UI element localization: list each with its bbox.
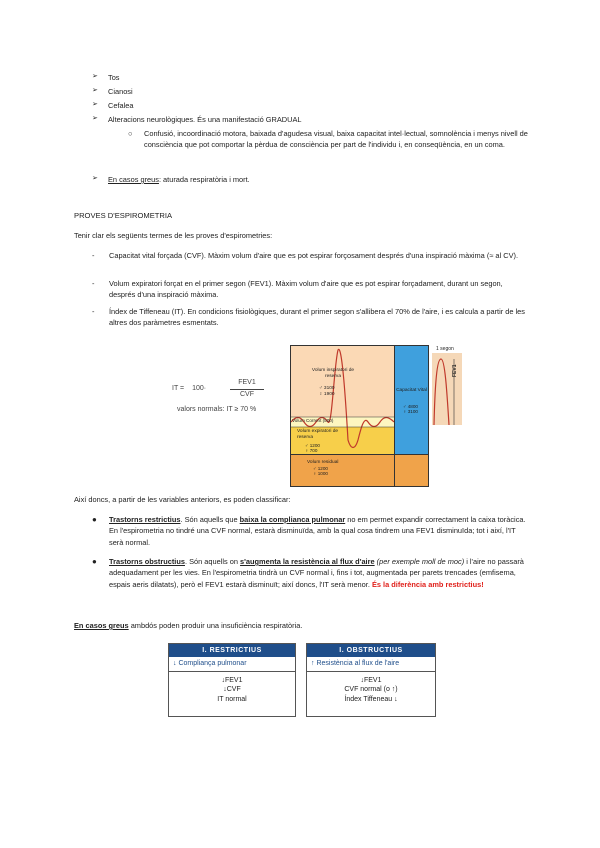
formula-numerator: FEV1 <box>230 378 264 390</box>
table-line: CVF normal (o ↑) <box>344 686 398 694</box>
formula-factor: 100· <box>192 385 207 392</box>
divider <box>291 454 428 455</box>
neuro-subitem <box>128 128 528 151</box>
dash-bullet: - <box>92 307 95 316</box>
symptom-item <box>92 100 133 111</box>
irv-label: Volum inspiratori de reserva <box>311 368 355 379</box>
bullet-dot-icon: ● <box>92 515 97 524</box>
irv-values: ♂ 3100 ♀ 1900 <box>319 386 335 397</box>
severe-item <box>92 174 250 185</box>
symptom-item <box>92 114 302 125</box>
spirometry-diagram <box>290 345 429 487</box>
dash-bullet: - <box>92 251 95 260</box>
formula-fraction <box>230 378 264 401</box>
symptom-item <box>92 86 133 97</box>
restrictive-text: . Són aquells que <box>180 515 240 524</box>
bullet-dot-icon: ● <box>92 557 97 566</box>
divider <box>394 346 395 486</box>
restrictive-table <box>168 643 296 717</box>
obstructive-table-sub: ↑ Resistència al flux de l'aire <box>307 657 435 672</box>
table-line: IT normal <box>217 695 247 703</box>
term-item <box>92 278 529 301</box>
disorder-item <box>92 556 529 590</box>
rv-values: ♂ 1200 ♀ 1000 <box>313 466 328 477</box>
obstructive-example: (per exemple moll de moc) <box>374 557 465 566</box>
obstructive-title: Trastorns obstructius <box>109 557 185 566</box>
symptom-text: Alteracions neurològiques. És una manifestació GRADUAL <box>108 115 302 124</box>
severe2-text <box>74 620 302 631</box>
restrictive-title: Trastorns restrictius <box>109 515 181 524</box>
table-line: ↓FEV1 <box>360 677 382 684</box>
obstructive-key: s'augmenta la resistència al flux d'aire <box>240 557 375 566</box>
fev-time-label: 1 segon <box>436 346 454 352</box>
classify-text: Així doncs, a partir de les variables anteriors, es poden classificar: <box>74 495 291 504</box>
severe2-rest: ambdós poden produir una insuficiència respiratòria. <box>128 621 303 630</box>
severe-text: : aturada respiratòria i mort. <box>158 175 250 184</box>
arrow-bullet-icon: ➢ <box>92 87 98 94</box>
table-line: ↓FEV1 <box>221 677 243 684</box>
arrow-bullet-icon: ➢ <box>92 101 98 108</box>
restrictive-text: no em permet expandir correctament la caixa toràcica. En l'espirometria no tindré una CVF normal, estarà disminuïda, amb la qual cosa tindrem una FEV1 disminuïda; tot i així, l'IT serà normal. <box>109 515 526 547</box>
severe-label: En casos greus <box>108 175 159 184</box>
table-line: ↓CVF <box>223 686 241 694</box>
symptom-text: Cianosi <box>108 87 133 96</box>
obstructive-text: . Són aquells on <box>184 557 241 566</box>
obstructive-table-body <box>307 672 435 704</box>
term-text: Índex de Tiffeneau (IT). En condicions fisiològiques, durant el primer segon s'allibera el 70% de l'aire, i es calcula a partir de les altres dos paràmetres esmentats. <box>109 307 525 328</box>
vc-label: Capacitat Vital <box>396 388 427 393</box>
severe2-label: En casos greus <box>74 621 129 630</box>
disorder-item <box>92 514 529 548</box>
obstructive-text: i l'aire no passarà adequadament per les vies. En l'espirometria tindrà un CVF normal i, fins i tot, augmentada per parets trencades (emfisema, espais aeris dilatats), però el FEV1 estarà disminuït; així doncs, l'IT serà menor. <box>109 557 524 589</box>
table-line: Índex Tiffeneau ↓ <box>344 695 398 703</box>
rv-zone <box>291 454 428 486</box>
term-item <box>92 306 529 329</box>
erv-values: ♂ 1200 ♀ 700 <box>305 443 320 454</box>
symptom-text: Cefalea <box>108 101 134 110</box>
section-title: PROVES D'ESPIROMETRIA <box>74 211 173 220</box>
restrictive-table-header: I. RESTRICTIUS <box>169 644 295 657</box>
formula <box>172 384 206 395</box>
restrictive-key: baixa la complianca pulmonar <box>239 515 346 524</box>
obstructive-table-header: I. OBSTRUCTIUS <box>307 644 435 657</box>
dash-bullet: - <box>92 279 95 288</box>
symptom-item <box>92 72 120 83</box>
obstructive-table <box>306 643 436 717</box>
fev-label: FEV1 <box>452 364 458 377</box>
arrow-bullet-icon: ➢ <box>92 73 98 80</box>
intro-text: Tenir clar els següents termes de les proves d'espirometries: <box>74 231 273 240</box>
circle-bullet-icon: ○ <box>128 129 133 138</box>
neuro-sub-text: Confusió, incoordinació motora, baixada d'agudesa visual, baixa capacitat intel·lectual, somnolència i menys nivell de consciència que pot comportar la pèrdua de consciència per part de l'individu i, en conseqüència, en un coma. <box>144 129 528 150</box>
vc-values: ♂ 4800 ♀ 3100 <box>403 404 418 415</box>
term-item <box>92 250 529 261</box>
restrictive-table-sub: ↓ Compliança pulmonar <box>169 657 295 672</box>
arrow-bullet-icon: ➢ <box>92 175 98 182</box>
erv-label: Volum expiratori de reserva <box>297 429 339 440</box>
rv-label: Volum residual <box>307 460 339 465</box>
formula-denominator: CVF <box>240 390 254 398</box>
symptom-text: Tos <box>108 73 120 82</box>
term-text: Capacitat vital forçada (CVF). Màxim volum d'aire que es pot espirar forçosament després d'una inspiració màxima (≈ al CV). <box>109 251 519 260</box>
obstructive-highlight: És la diferència amb restrictius! <box>371 579 484 589</box>
term-text: Volum expiratori forçat en el primer segon (FEV1). Màxim volum d'aire que es pot espirar forçadament, durant un segon, després d'una inspiració màxima. <box>109 279 503 300</box>
restrictive-table-body <box>169 672 295 704</box>
formula-normal-values: valors normals: IT ≥ 70 % <box>177 406 257 413</box>
fev-diagram <box>432 353 462 425</box>
formula-lhs: IT = <box>172 385 185 392</box>
vc-zone <box>394 346 428 454</box>
tv-label: Volum Corrent (500) <box>292 418 334 423</box>
arrow-bullet-icon: ➢ <box>92 115 98 122</box>
